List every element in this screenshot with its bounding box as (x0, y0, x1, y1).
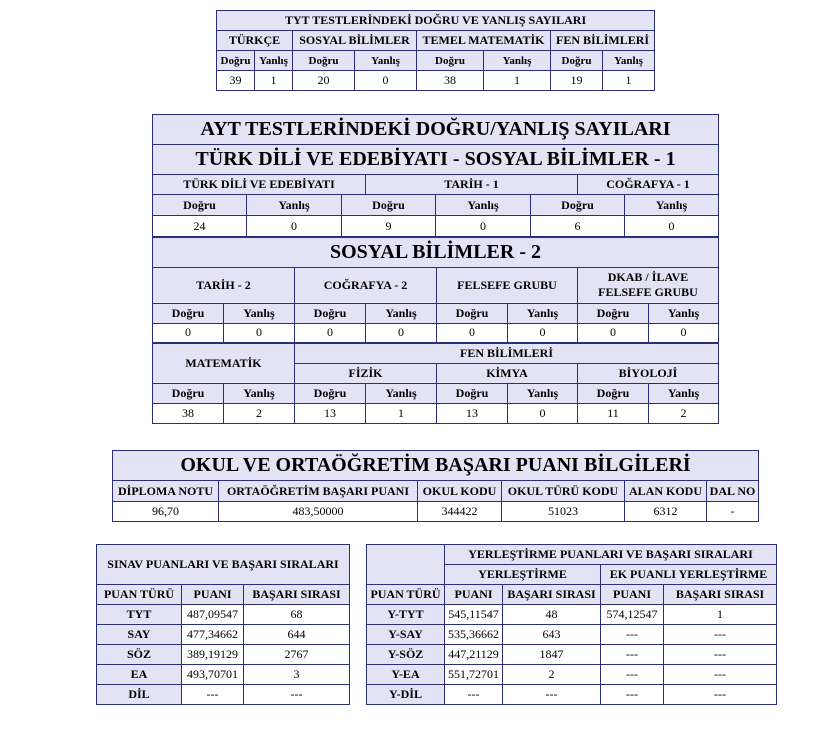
yerlestirme-row-sira: 48 (503, 605, 601, 625)
ayt-yanlis-header: Yanlış (649, 383, 719, 403)
ayt-dogru-header: Doğru (578, 383, 649, 403)
tyt-title: TYT TESTLERİNDEKİ DOĞRU VE YANLIŞ SAYILARI (217, 11, 655, 31)
ayt-subject-dkab (578, 267, 719, 303)
ayt-value: 0 (508, 323, 578, 343)
ayt-yanlis-header: Yanlış (508, 383, 578, 403)
tyt-dogru-header: Doğru (217, 51, 255, 71)
yerlestirme-row-tur: Y-SÖZ (367, 645, 445, 665)
ayt-value: 0 (578, 323, 649, 343)
okul-value-diploma: 96,70 (113, 502, 219, 522)
yerlestirme-row-sira: --- (503, 685, 601, 705)
ayt-value: 0 (649, 323, 719, 343)
sinav-row-tur: TYT (97, 605, 182, 625)
yerlestirme-row-puan: 447,21129 (445, 645, 503, 665)
ayt-subject-fizik: FİZİK (295, 363, 437, 383)
tyt-value: 1 (603, 71, 655, 91)
ayt-subject-tarih1: TARİH - 1 (366, 175, 578, 195)
ayt-subject-edebiyat: TÜRK DİLİ VE EDEBİYATI (153, 175, 366, 195)
okul-value-okul-turu: 51023 (502, 502, 625, 522)
yerlestirme-row-ek-sira: 1 (664, 605, 777, 625)
yerlestirme-row-ek-puan: 574,12547 (601, 605, 664, 625)
ayt-value: 0 (437, 323, 508, 343)
yerlestirme-row-sira: 2 (503, 665, 601, 685)
sinav-row-tur: DİL (97, 685, 182, 705)
yerlestirme-row-puan: 545,11547 (445, 605, 503, 625)
tyt-subject-sosyal: SOSYAL BİLİMLER (293, 31, 417, 51)
ayt-dogru-header: Doğru (153, 303, 224, 323)
ayt-value: 0 (247, 216, 342, 237)
sinav-row-sira: 68 (244, 605, 350, 625)
yerlestirme-table (366, 544, 777, 705)
ayt-subject-dkab-line2: FELSEFE GRUBU (598, 285, 698, 299)
yerlestirme-row-ek-puan: --- (601, 625, 664, 645)
ayt-value: 11 (578, 403, 649, 423)
ayt-value: 38 (153, 403, 224, 423)
sinav-header-puan: PUANI (182, 585, 244, 605)
tyt-table (216, 10, 655, 91)
yerlestirme-row-tur: Y-DİL (367, 685, 445, 705)
ayt-section2-title: SOSYAL BİLİMLER - 2 (153, 237, 719, 267)
ayt-title: AYT TESTLERİNDEKİ DOĞRU/YANLIŞ SAYILARI (153, 115, 719, 145)
okul-value-alan-kodu: 6312 (625, 502, 707, 522)
okul-header-alan-kodu: ALAN KODU (625, 481, 707, 502)
yerlestirme-row-ek-puan: --- (601, 645, 664, 665)
sinav-row-puan: 389,19129 (182, 645, 244, 665)
okul-value-okul-kodu: 344422 (418, 502, 502, 522)
sinav-row-puan: 477,34662 (182, 625, 244, 645)
ayt-value: 0 (224, 323, 295, 343)
okul-header-dal-no: DAL NO (707, 481, 759, 502)
ayt-subject-cografya1: COĞRAFYA - 1 (578, 175, 719, 195)
ayt-value: 0 (625, 216, 719, 237)
ayt-value: 0 (366, 323, 437, 343)
yerlestirme-sub1: YERLEŞTİRME (445, 565, 601, 585)
yerlestirme-row-tur: Y-SAY (367, 625, 445, 645)
tyt-yanlis-header: Yanlış (484, 51, 551, 71)
yerlestirme-row-puan: --- (445, 685, 503, 705)
ayt-subject-cografya2: COĞRAFYA - 2 (295, 267, 437, 303)
tyt-value: 1 (484, 71, 551, 91)
yerlestirme-row-tur: Y-TYT (367, 605, 445, 625)
sinav-title: SINAV PUANLARI VE BAŞARI SIRALARI (97, 545, 350, 585)
tyt-value: 39 (217, 71, 255, 91)
ayt-value: 2 (224, 403, 295, 423)
yerlestirme-sub2: EK PUANLI YERLEŞTİRME (601, 565, 777, 585)
ayt-value: 0 (436, 216, 531, 237)
okul-title: OKUL VE ORTAÖĞRETİM BAŞARI PUANI BİLGİLERİ (113, 451, 759, 481)
ayt-value: 24 (153, 216, 247, 237)
sinav-row-puan: 493,70701 (182, 665, 244, 685)
ayt-yanlis-header: Yanlış (508, 303, 578, 323)
ayt-dogru-header: Doğru (437, 383, 508, 403)
yerlestirme-row-puan: 551,72701 (445, 665, 503, 685)
ayt-yanlis-header: Yanlış (649, 303, 719, 323)
ayt-yanlis-header: Yanlış (224, 303, 295, 323)
sinav-table (96, 544, 350, 705)
sinav-row-tur: SAY (97, 625, 182, 645)
okul-value-obp: 483,50000 (219, 502, 418, 522)
tyt-value: 19 (551, 71, 603, 91)
ayt-yanlis-header: Yanlış (625, 195, 719, 216)
tyt-value: 0 (355, 71, 417, 91)
ayt-subject-tarih2: TARİH - 2 (153, 267, 295, 303)
sinav-row-sira: 3 (244, 665, 350, 685)
tyt-value: 20 (293, 71, 355, 91)
ayt-value: 6 (531, 216, 625, 237)
ayt-subject-kimya: KİMYA (437, 363, 578, 383)
yerlestirme-header-tur: PUAN TÜRÜ (367, 585, 445, 605)
ayt-section23-grid (152, 236, 719, 424)
sinav-row-sira: 2767 (244, 645, 350, 665)
ayt-dogru-header: Doğru (531, 195, 625, 216)
yerlestirme-header-ek-sira: BAŞARI SIRASI (664, 585, 777, 605)
ayt-section1-title: TÜRK DİLİ VE EDEBİYATI - SOSYAL BİLİMLER - 1 (153, 145, 719, 175)
sinav-row-puan: --- (182, 685, 244, 705)
sinav-row-puan: 487,09547 (182, 605, 244, 625)
sinav-row-tur: EA (97, 665, 182, 685)
ayt-dogru-header: Doğru (342, 195, 436, 216)
ayt-value: 2 (649, 403, 719, 423)
tyt-subject-fen: FEN BİLİMLERİ (551, 31, 655, 51)
ayt-dogru-header: Doğru (295, 303, 366, 323)
ayt-dogru-header: Doğru (295, 383, 366, 403)
yerlestirme-header-ek-puan: PUANI (601, 585, 664, 605)
sinav-row-sira: 644 (244, 625, 350, 645)
tyt-value: 1 (255, 71, 293, 91)
ayt-value: 13 (295, 403, 366, 423)
tyt-subject-turkce: TÜRKÇE (217, 31, 293, 51)
tyt-dogru-header: Doğru (293, 51, 355, 71)
yerlestirme-corner (367, 545, 445, 585)
ayt-value: 0 (508, 403, 578, 423)
ayt-yanlis-header: Yanlış (436, 195, 531, 216)
ayt-value: 9 (342, 216, 436, 237)
tyt-yanlis-header: Yanlış (603, 51, 655, 71)
ayt-section1-grid (152, 194, 719, 237)
ayt-value: 13 (437, 403, 508, 423)
sinav-row-tur: SÖZ (97, 645, 182, 665)
yerlestirme-row-ek-sira: --- (664, 665, 777, 685)
ayt-subject-biyoloji: BİYOLOJİ (578, 363, 719, 383)
okul-header-okul-turu: OKUL TÜRÜ KODU (502, 481, 625, 502)
ayt-value: 0 (153, 323, 224, 343)
ayt-value: 0 (295, 323, 366, 343)
ayt-math-label: MATEMATİK (153, 343, 295, 383)
ayt-fen-label: FEN BİLİMLERİ (295, 343, 719, 363)
yerlestirme-row-sira: 643 (503, 625, 601, 645)
yerlestirme-row-tur: Y-EA (367, 665, 445, 685)
yerlestirme-header-puan: PUANI (445, 585, 503, 605)
okul-value-dal-no: - (707, 502, 759, 522)
okul-table (112, 450, 759, 522)
yerlestirme-row-ek-sira: --- (664, 685, 777, 705)
yerlestirme-row-sira: 1847 (503, 645, 601, 665)
ayt-subject-dkab-line1: DKAB / İLAVE (607, 270, 689, 284)
ayt-yanlis-header: Yanlış (366, 383, 437, 403)
yerlestirme-row-ek-sira: --- (664, 625, 777, 645)
ayt-table (152, 114, 719, 195)
okul-header-okul-kodu: OKUL KODU (418, 481, 502, 502)
yerlestirme-row-ek-puan: --- (601, 685, 664, 705)
yerlestirme-title: YERLEŞTİRME PUANLARI VE BAŞARI SIRALARI (445, 545, 777, 565)
tyt-yanlis-header: Yanlış (355, 51, 417, 71)
okul-header-diploma: DİPLOMA NOTU (113, 481, 219, 502)
sinav-header-sira: BAŞARI SIRASI (244, 585, 350, 605)
ayt-subject-felsefe: FELSEFE GRUBU (437, 267, 578, 303)
ayt-dogru-header: Doğru (437, 303, 508, 323)
yerlestirme-row-puan: 535,36662 (445, 625, 503, 645)
tyt-subject-matematik: TEMEL MATEMATİK (417, 31, 551, 51)
sinav-row-sira: --- (244, 685, 350, 705)
ayt-yanlis-header: Yanlış (247, 195, 342, 216)
yerlestirme-header-sira: BAŞARI SIRASI (503, 585, 601, 605)
tyt-value: 38 (417, 71, 484, 91)
ayt-dogru-header: Doğru (578, 303, 649, 323)
ayt-dogru-header: Doğru (153, 195, 247, 216)
yerlestirme-row-ek-sira: --- (664, 645, 777, 665)
tyt-yanlis-header: Yanlış (255, 51, 293, 71)
okul-header-obp: ORTAÖĞRETİM BAŞARI PUANI (219, 481, 418, 502)
ayt-value: 1 (366, 403, 437, 423)
ayt-yanlis-header: Yanlış (366, 303, 437, 323)
yerlestirme-row-ek-puan: --- (601, 665, 664, 685)
sinav-header-tur: PUAN TÜRÜ (97, 585, 182, 605)
tyt-dogru-header: Doğru (551, 51, 603, 71)
tyt-dogru-header: Doğru (417, 51, 484, 71)
ayt-dogru-header: Doğru (153, 383, 224, 403)
ayt-yanlis-header: Yanlış (224, 383, 295, 403)
